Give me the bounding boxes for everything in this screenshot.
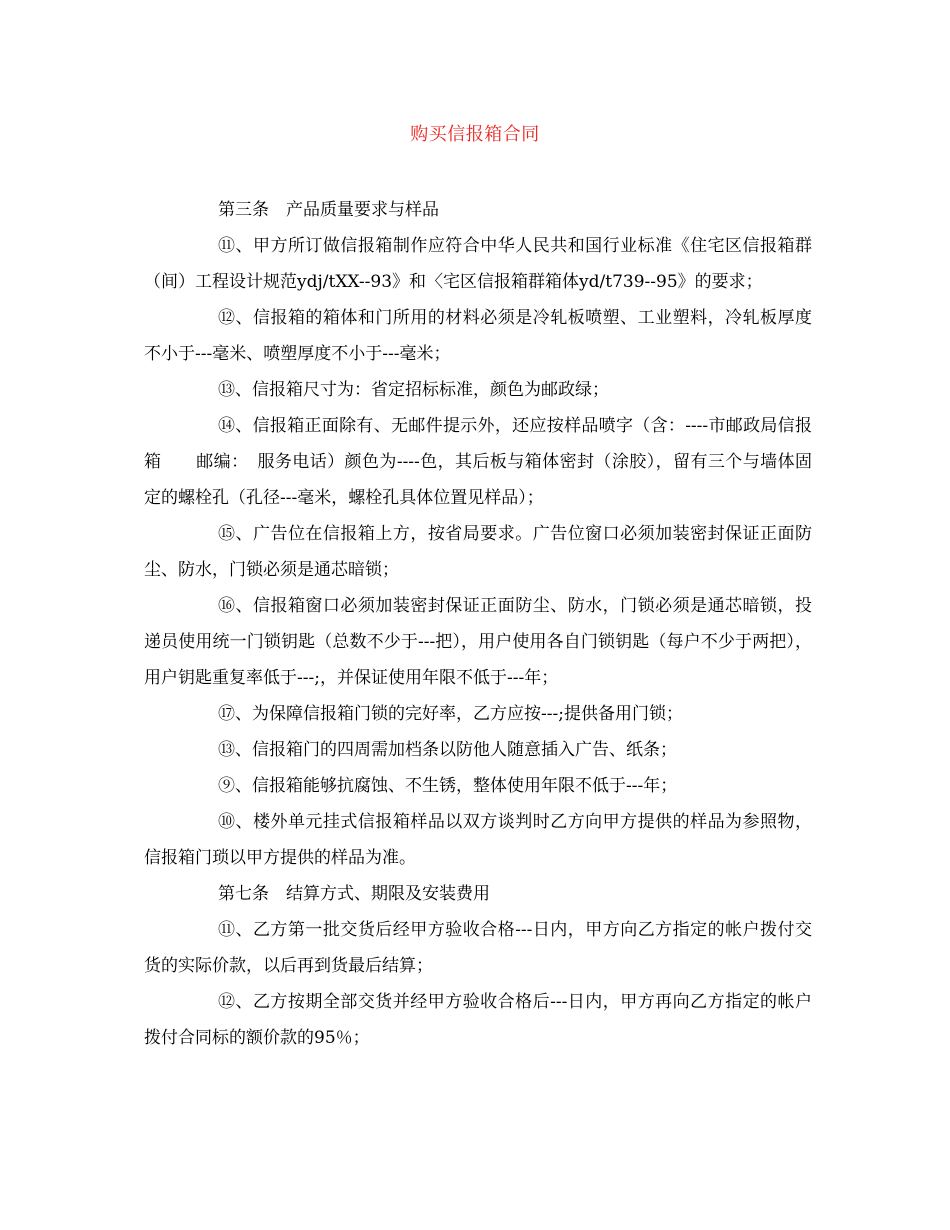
clause-paragraph: ⑮、广告位在信报箱上方，按省局要求。广告位窗口必须加装密封保证正面防尘、防水，门锁必须是通芯暗锁； xyxy=(144,524,812,580)
clause-paragraph: ⑬、信报箱尺寸为：省定招标标准，颜色为邮政绿； xyxy=(218,380,609,400)
clause-paragraph: ⑫、信报箱的箱体和门所用的材料必须是冷轧板喷塑、工业塑料，冷轧板厚度不小于---毫米、喷塑厚度不小于---毫米； xyxy=(144,308,812,364)
clause-paragraph: ⑪、甲方所订做信报箱制作应符合中华人民共和国行业标准《住宅区信报箱群（间）工程设计规范ydj/tXX--93》和〈宅区信报箱群箱体yd/t739--95》的要求； xyxy=(144,236,812,292)
clause-paragraph: ⑪、乙方第一批交货后经甲方验收合格---日内，甲方向乙方指定的帐户拨付交货的实际价款，以后再到货最后结算； xyxy=(144,920,812,976)
clause-paragraph: ⑰、为保障信报箱门锁的完好率，乙方应按---;提供备用门锁； xyxy=(218,704,683,724)
section-heading-article-3: 第三条 产品质量要求与样品 xyxy=(218,200,439,220)
clause-paragraph: ⑬、信报箱门的四周需加档条以防他人随意插入广告、纸条； xyxy=(218,740,677,760)
clause-paragraph: ⑨、信报箱能够抗腐蚀、不生锈，整体使用年限不低于---年； xyxy=(218,776,678,796)
clause-paragraph: ⑩、楼外单元挂式信报箱样品以双方谈判时乙方向甲方提供的样品为参照物，信报箱门琐以甲方提供的样品为准。 xyxy=(144,812,812,868)
document-body xyxy=(144,192,812,1056)
clause-paragraph: ⑭、信报箱正面除有、无邮件提示外，还应按样品喷字（含：----市邮政局信报箱 邮编： 服务电话）颜色为----色，其后板与箱体密封（涂胶），留有三个与墙体固定的螺栓孔（孔径---毫米，螺栓孔具体位置见样品）； xyxy=(144,416,812,508)
section-heading-article-7: 第七条 结算方式、期限及安装费用 xyxy=(218,884,490,904)
clause-paragraph: ⑫、乙方按期全部交货并经甲方验收合格后---日内，甲方再向乙方指定的帐户拨付合同标的额价款的95％； xyxy=(144,992,812,1048)
clause-paragraph: ⑯、信报箱窗口必须加装密封保证正面防尘、防水，门锁必须是通芯暗锁，投递员使用统一门锁钥匙（总数不少于---把），用户使用各自门锁钥匙（每户不少于两把），用户钥匙重复率低于---;，并保证使用年限不低于---年； xyxy=(144,596,812,688)
document-title: 购买信报箱合同 xyxy=(410,124,540,145)
